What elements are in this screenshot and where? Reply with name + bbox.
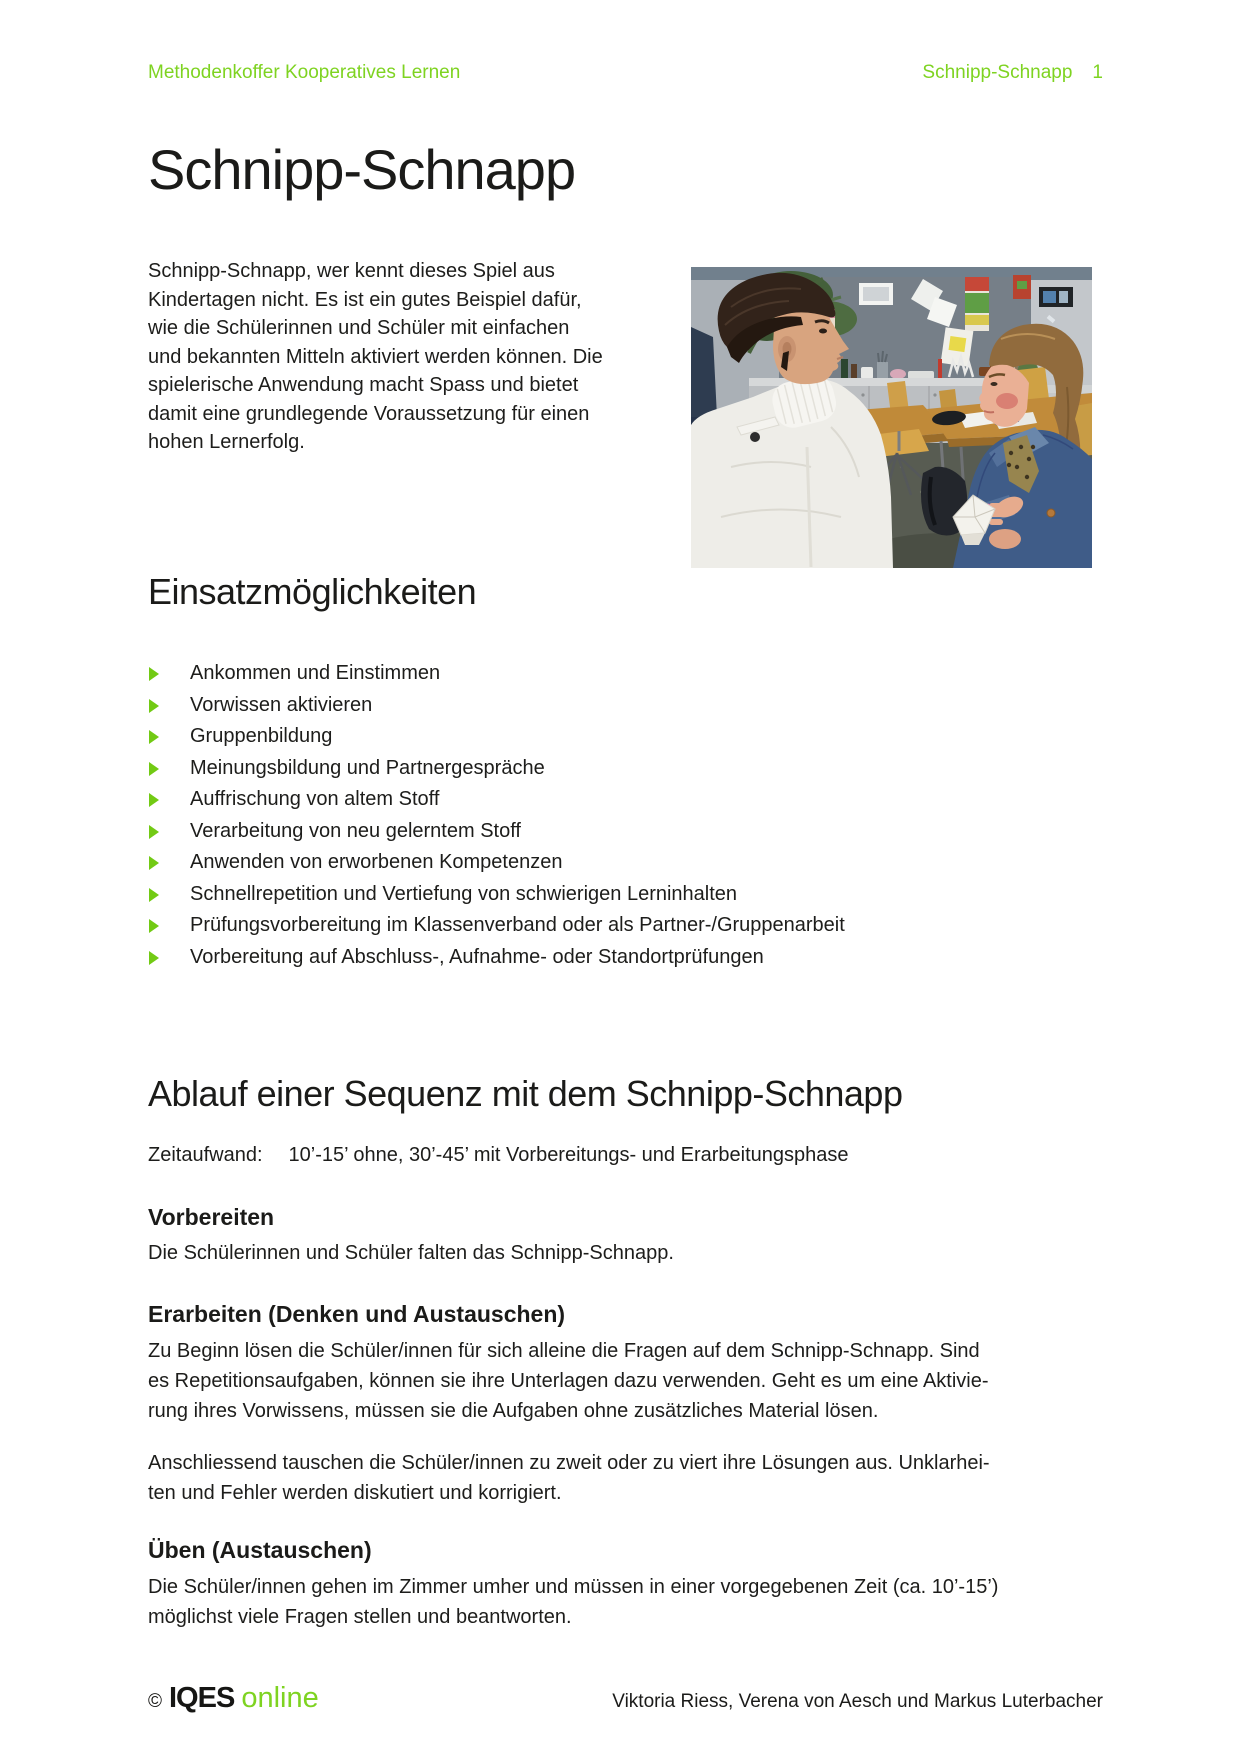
intro-paragraph bbox=[148, 257, 668, 457]
intro-line: Kindertagen nicht. Es ist ein gutes Beispiel dafür, bbox=[148, 288, 582, 311]
page-number: 1 bbox=[1092, 62, 1103, 83]
erarbeiten-paragraph-2 bbox=[148, 1448, 990, 1508]
triangle-right-icon bbox=[149, 730, 159, 744]
section-heading-ablauf: Ablauf einer Sequenz mit dem Schnipp-Schnapp bbox=[148, 1073, 903, 1114]
header-left-title: Methodenkoffer Kooperatives Lernen bbox=[148, 62, 461, 83]
list-item-label: Meinungsbildung und Partnergespräche bbox=[190, 756, 545, 779]
list-item bbox=[148, 753, 845, 785]
triangle-right-icon bbox=[149, 667, 159, 681]
triangle-right-icon bbox=[149, 919, 159, 933]
zeitaufwand-line bbox=[148, 1140, 849, 1170]
triangle-right-icon bbox=[149, 888, 159, 902]
list-item-label: Vorbereitung auf Abschluss-, Aufnahme- oder Standortprüfungen bbox=[190, 945, 764, 968]
triangle-right-icon bbox=[149, 825, 159, 839]
authors-line: Viktoria Riess, Verena von Aesch und Markus Luterbacher bbox=[612, 1691, 1103, 1712]
list-item bbox=[148, 658, 845, 690]
list-item bbox=[148, 690, 845, 722]
triangle-right-icon bbox=[149, 856, 159, 870]
page-title: Schnipp-Schnapp bbox=[148, 138, 576, 201]
list-item-label: Anwenden von erworbenen Kompetenzen bbox=[190, 851, 563, 873]
paragraph-line: möglichst viele Fragen stellen und beantworten. bbox=[148, 1606, 572, 1628]
paragraph-line: es Repetitionsaufgaben, können sie ihre Unterlagen dazu verwenden. Geht es um eine Aktivie- bbox=[148, 1370, 989, 1392]
triangle-right-icon bbox=[149, 762, 159, 776]
triangle-right-icon bbox=[149, 699, 159, 713]
paragraph-line: ten und Fehler werden diskutiert und korrigiert. bbox=[148, 1482, 562, 1504]
subheading-ueben: Üben (Austauschen) bbox=[148, 1537, 372, 1563]
list-item bbox=[148, 816, 845, 848]
ueben-paragraph bbox=[148, 1572, 998, 1632]
list-item bbox=[148, 910, 845, 942]
paragraph-line: Zu Beginn lösen die Schüler/innen für sich alleine die Fragen auf dem Schnipp-Schnapp. Sind bbox=[148, 1340, 980, 1362]
list-item bbox=[148, 847, 845, 879]
list-item-label: Schnellrepetition und Vertiefung von schwierigen Lerninhalten bbox=[190, 882, 738, 905]
intro-line: damit eine grundlegende Voraussetzung für einen bbox=[148, 402, 590, 425]
classroom-photo bbox=[691, 267, 1092, 568]
header-right bbox=[922, 62, 1103, 84]
intro-line: wie die Schülerinnen und Schüler mit einfachen bbox=[148, 317, 570, 339]
intro-line: spielerische Anwendung macht Spass und bietet bbox=[148, 374, 579, 396]
triangle-right-icon bbox=[149, 951, 159, 965]
list-item bbox=[148, 721, 845, 753]
paragraph-line: Die Schüler/innen gehen im Zimmer umher und müssen in einer vorgegebenen Zeit (ca. 10’-15’) bbox=[148, 1576, 999, 1598]
copyright-icon: © bbox=[148, 1691, 162, 1712]
intro-line: und bekannten Mitteln aktiviert werden können. Die bbox=[148, 345, 603, 368]
subheading-vorbereiten: Vorbereiten bbox=[148, 1204, 275, 1230]
list-item-label: Verarbeitung von neu gelerntem Stoff bbox=[190, 819, 521, 842]
iqes-online-logo bbox=[148, 1682, 319, 1715]
zeitaufwand-label: Zeitaufwand: bbox=[148, 1144, 263, 1166]
header-right-title: Schnipp-Schnapp bbox=[922, 62, 1073, 83]
intro-line: Schnipp-Schnapp, wer kennt dieses Spiel aus bbox=[148, 260, 555, 282]
paragraph-line: rung ihres Vorwissens, müssen sie die Aufgaben ohne zusätzliches Material lösen. bbox=[148, 1400, 879, 1422]
list-item-label: Gruppenbildung bbox=[190, 725, 333, 747]
classroom-photo-illustration bbox=[691, 267, 1092, 568]
page-footer bbox=[148, 1682, 1103, 1715]
erarbeiten-paragraph-1 bbox=[148, 1336, 989, 1426]
list-item-label: Vorwissen aktivieren bbox=[190, 693, 373, 716]
intro-line: hohen Lernerfolg. bbox=[148, 431, 305, 453]
list-item bbox=[148, 942, 845, 974]
section-heading-einsatzmoeglichkeiten: Einsatzmöglichkeiten bbox=[148, 571, 477, 612]
einsatz-bullet-list bbox=[148, 658, 845, 973]
list-item bbox=[148, 784, 845, 816]
triangle-right-icon bbox=[149, 793, 159, 807]
list-item bbox=[148, 879, 845, 911]
paragraph-line: Die Schülerinnen und Schüler falten das Schnipp-Schnapp. bbox=[148, 1242, 674, 1264]
list-item-label: Prüfungsvorbereitung im Klassenverband oder als Partner-/Gruppenarbeit bbox=[190, 914, 845, 936]
paragraph-line: Anschliessend tauschen die Schüler/innen zu zweit oder zu viert ihre Lösungen aus. Unklarhei- bbox=[148, 1452, 990, 1474]
logo-iqes-text: IQES bbox=[169, 1682, 235, 1714]
zeitaufwand-value: 10’-15’ ohne, 30’-45’ mit Vorbereitungs- und Erarbeitungsphase bbox=[288, 1144, 849, 1166]
subheading-erarbeiten: Erarbeiten (Denken und Austauschen) bbox=[148, 1301, 566, 1327]
list-item-label: Ankommen und Einstimmen bbox=[190, 662, 441, 684]
page-header bbox=[148, 62, 1103, 84]
logo-online-text: online bbox=[241, 1682, 319, 1714]
list-item-label: Auffrischung von altem Stoff bbox=[190, 788, 440, 810]
vorbereiten-paragraph bbox=[148, 1238, 674, 1268]
